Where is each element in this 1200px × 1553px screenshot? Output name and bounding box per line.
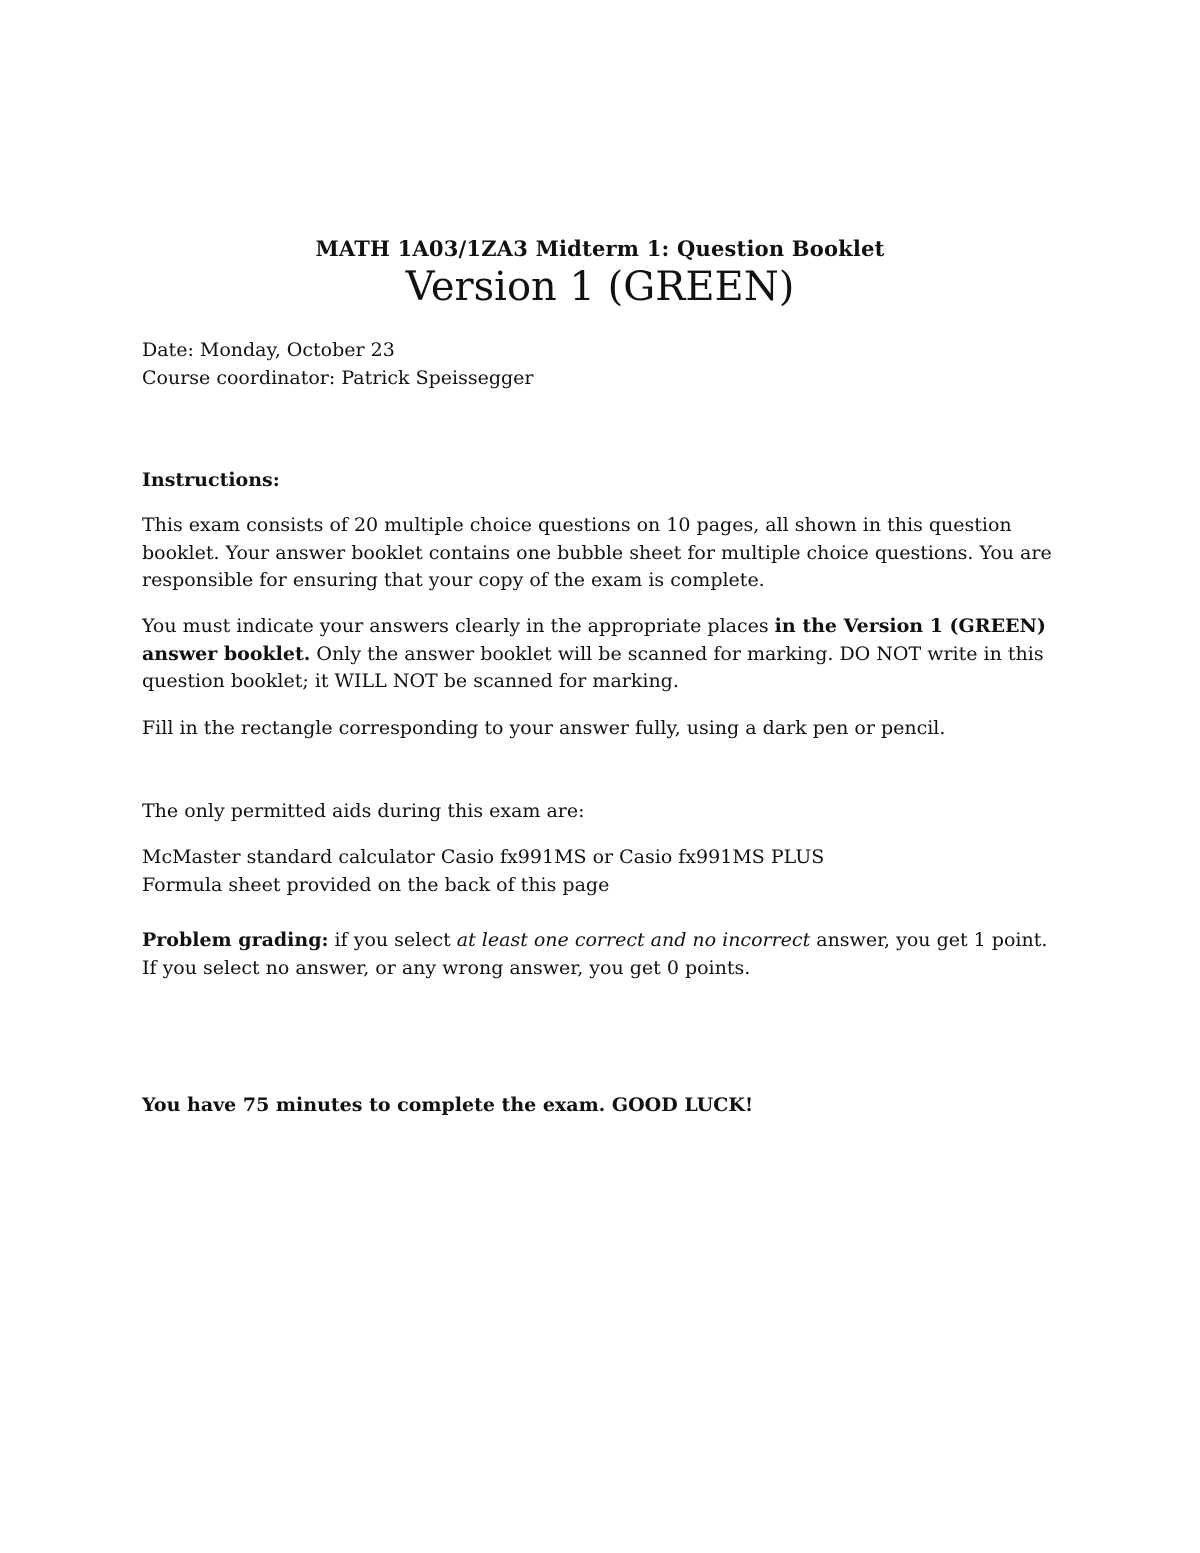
- instructions-paragraph-1: This exam consists of 20 multiple choice questions on 10 pages, all shown in this question booklet. Your answer booklet contains one bubble sheet for multiple choice questions. You are responsible for ensuring that your copy of the exam is complete.: [142, 514, 1052, 591]
- instructions-paragraph-2: [142, 613, 1062, 696]
- problem-grading: [142, 927, 1062, 982]
- instructions-paragraph-2-start: You must indicate your answers clearly in the appropriate places: [142, 615, 775, 637]
- problem-grading-text-start: if you select: [328, 929, 457, 951]
- course-coordinator: Course coordinator: Patrick Speissegger: [142, 366, 534, 389]
- problem-grading-label: Problem grading:: [142, 929, 329, 951]
- exam-meta: [142, 337, 1062, 392]
- permitted-aid-formula-sheet: Formula sheet provided on the back of this page: [142, 873, 610, 896]
- instructions-heading: Instructions:: [142, 469, 280, 491]
- instructions-paragraph-3: Fill in the rectangle corresponding to your answer fully, using a dark pen or pencil.: [142, 717, 946, 739]
- instructions-paragraph-2-emphasis: in the Version 1 (GREEN) answer booklet.: [142, 615, 1046, 665]
- permitted-aids-list: [142, 844, 1062, 899]
- permitted-aid-calculator: McMaster standard calculator Casio fx991MS or Casio fx991MS PLUS: [142, 846, 825, 868]
- closing-note: You have 75 minutes to complete the exam. GOOD LUCK!: [142, 1094, 754, 1116]
- exam-date: Date: Monday, October 23: [142, 339, 395, 361]
- problem-grading-text-end: answer, you get 1 point. If you select no answer, or any wrong answer, you get 0 points.: [142, 929, 1048, 979]
- instructions-paragraph-2-end: Only the answer booklet will be scanned for marking. DO NOT write in this question booklet; it WILL NOT be scanned for marking.: [142, 642, 1044, 692]
- exam-title: MATH 1A03/1ZA3 Midterm 1: Question Booklet: [315, 236, 885, 261]
- problem-grading-text-emphasis: at least one correct and no incorrect: [456, 929, 811, 951]
- exam-version: Version 1 (GREEN): [405, 264, 795, 310]
- permitted-aids-intro: The only permitted aids during this exam are:: [142, 800, 585, 822]
